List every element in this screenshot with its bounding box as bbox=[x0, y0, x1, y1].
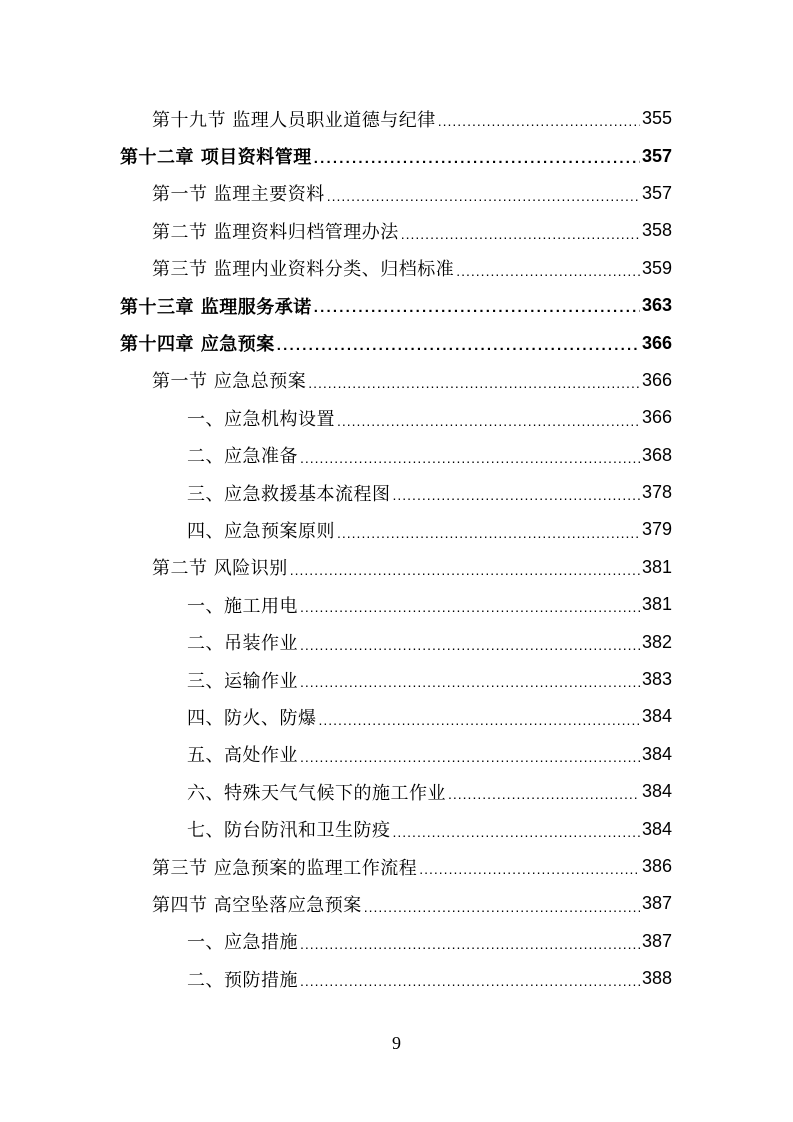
toc-entry-title: 二、吊装作业 bbox=[187, 633, 298, 655]
toc-dot-leader bbox=[364, 900, 640, 923]
toc-entry[interactable] bbox=[120, 736, 672, 773]
toc-entry-title: 四、防火、防爆 bbox=[187, 707, 317, 729]
toc-entry-title: 一、应急措施 bbox=[187, 932, 298, 954]
toc-entry[interactable] bbox=[120, 287, 672, 324]
toc-entry[interactable] bbox=[120, 549, 672, 586]
toc-entry-page: 366 bbox=[641, 407, 672, 428]
toc-entry-title: 第四节 高空坠落应急预案 bbox=[152, 894, 362, 916]
toc-dot-leader bbox=[300, 937, 640, 960]
toc-dot-leader bbox=[300, 675, 640, 698]
page-number: 9 bbox=[392, 1033, 401, 1053]
toc-dot-leader bbox=[300, 600, 640, 623]
toc-entry-page: 384 bbox=[641, 781, 672, 802]
toc-dot-leader bbox=[300, 638, 640, 661]
toc-dot-leader bbox=[327, 189, 640, 212]
toc-entry-page: 384 bbox=[641, 743, 672, 764]
toc-entry-title: 二、应急准备 bbox=[187, 446, 298, 468]
toc-entry[interactable] bbox=[120, 923, 672, 960]
toc-entry-page: 383 bbox=[641, 669, 672, 690]
toc-entry[interactable] bbox=[120, 324, 672, 361]
toc-dot-leader bbox=[337, 414, 640, 437]
toc-entry-title: 六、特殊天气气候下的施工作业 bbox=[187, 782, 446, 804]
toc-entry[interactable] bbox=[120, 212, 672, 249]
toc-dot-leader bbox=[337, 526, 640, 549]
toc-entry[interactable] bbox=[120, 474, 672, 511]
toc-entry-title: 第十九节 监理人员职业道德与纪律 bbox=[152, 109, 436, 131]
toc-entry-title: 三、应急救援基本流程图 bbox=[187, 483, 391, 505]
toc-dot-leader bbox=[456, 264, 640, 287]
toc-entry-page: 387 bbox=[641, 930, 672, 951]
toc-entry-page: 358 bbox=[641, 220, 672, 241]
toc-entry-title: 第一节 监理主要资料 bbox=[152, 184, 325, 206]
toc-entry-page: 388 bbox=[641, 968, 672, 989]
toc-entry-title: 第二节 监理资料归档管理办法 bbox=[152, 221, 399, 243]
toc-dot-leader bbox=[393, 825, 640, 848]
table-of-contents bbox=[0, 100, 793, 997]
toc-entry[interactable] bbox=[120, 399, 672, 436]
toc-entry-page: 366 bbox=[641, 369, 672, 390]
toc-entry[interactable] bbox=[120, 698, 672, 735]
toc-entry[interactable] bbox=[120, 661, 672, 698]
toc-entry[interactable] bbox=[120, 960, 672, 997]
toc-dot-leader bbox=[448, 787, 640, 810]
toc-entry-title: 五、高处作业 bbox=[187, 745, 298, 767]
toc-entry-title: 第十四章 应急预案 bbox=[120, 334, 275, 356]
toc-entry[interactable] bbox=[120, 437, 672, 474]
toc-entry-title: 第十三章 监理服务承诺 bbox=[120, 296, 312, 318]
toc-entry-page: 368 bbox=[641, 444, 672, 465]
toc-entry[interactable] bbox=[120, 773, 672, 810]
toc-entry-title: 一、施工用电 bbox=[187, 595, 298, 617]
toc-entry-page: 359 bbox=[641, 257, 672, 278]
toc-entry-page: 363 bbox=[641, 295, 672, 316]
toc-entry-page: 381 bbox=[641, 556, 672, 577]
toc-dot-leader bbox=[300, 974, 640, 997]
toc-entry[interactable] bbox=[120, 362, 672, 399]
toc-entry[interactable] bbox=[120, 137, 672, 174]
toc-dot-leader bbox=[438, 114, 640, 137]
toc-entry-title: 第三节 监理内业资料分类、归档标准 bbox=[152, 259, 455, 281]
toc-entry[interactable] bbox=[120, 623, 672, 660]
toc-dot-leader bbox=[300, 750, 640, 773]
toc-dot-leader bbox=[314, 151, 640, 175]
toc-entry-page: 379 bbox=[641, 519, 672, 540]
toc-entry-title: 七、防台防汛和卫生防疫 bbox=[187, 820, 391, 842]
toc-entry[interactable] bbox=[120, 885, 672, 922]
toc-dot-leader bbox=[393, 488, 640, 511]
toc-entry-title: 二、预防措施 bbox=[187, 969, 298, 991]
toc-entry-title: 第二节 风险识别 bbox=[152, 558, 288, 580]
toc-dot-leader bbox=[300, 451, 640, 474]
toc-entry-page: 378 bbox=[641, 482, 672, 503]
toc-entry-page: 384 bbox=[641, 706, 672, 727]
toc-entry[interactable] bbox=[120, 175, 672, 212]
toc-dot-leader bbox=[277, 338, 640, 362]
toc-entry-page: 382 bbox=[641, 631, 672, 652]
toc-dot-leader bbox=[314, 300, 640, 324]
toc-dot-leader bbox=[290, 563, 640, 586]
toc-entry-page: 386 bbox=[641, 856, 672, 876]
toc-entry[interactable] bbox=[120, 810, 672, 847]
toc-entry-title: 一、应急机构设置 bbox=[187, 408, 335, 430]
toc-entry-title: 第十二章 项目资料管理 bbox=[120, 147, 312, 169]
toc-entry[interactable] bbox=[120, 848, 672, 885]
toc-entry[interactable] bbox=[120, 586, 672, 623]
toc-entry-title: 第一节 应急总预案 bbox=[152, 371, 307, 393]
toc-dot-leader bbox=[308, 376, 640, 399]
toc-entry-page: 381 bbox=[641, 594, 672, 615]
toc-entry[interactable] bbox=[120, 100, 672, 137]
toc-entry-page: 384 bbox=[641, 818, 672, 839]
toc-entry-title: 四、应急预案原则 bbox=[187, 520, 335, 542]
toc-entry[interactable] bbox=[120, 511, 672, 548]
toc-dot-leader bbox=[319, 713, 640, 736]
toc-entry-title: 三、运输作业 bbox=[187, 670, 298, 692]
toc-entry-page: 357 bbox=[641, 145, 672, 166]
toc-entry-title: 第三节 应急预案的监理工作流程 bbox=[152, 857, 418, 879]
toc-entry-page: 357 bbox=[641, 182, 672, 203]
toc-entry-page: 366 bbox=[641, 332, 672, 353]
toc-entry[interactable] bbox=[120, 250, 672, 287]
toc-entry-page: 387 bbox=[641, 893, 672, 914]
toc-dot-leader bbox=[401, 227, 640, 250]
toc-dot-leader bbox=[419, 862, 640, 885]
toc-entry-page: 355 bbox=[641, 108, 672, 129]
